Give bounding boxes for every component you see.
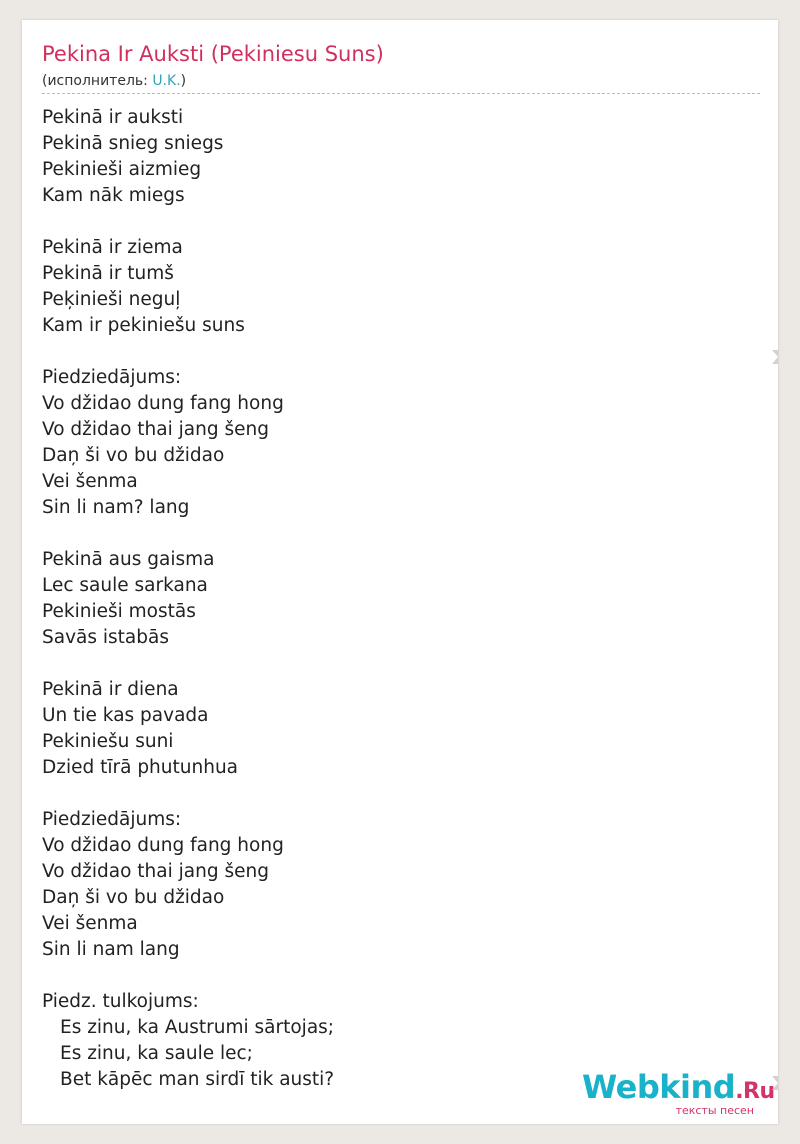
lyric-line: Pekinā snieg sniegs bbox=[42, 133, 224, 154]
lyric-blank-line bbox=[42, 781, 742, 807]
lyric-line: Vo džidao thai jang šeng bbox=[42, 419, 269, 440]
lyric-line: Kam nāk miegs bbox=[42, 185, 185, 206]
lyric-line: Pekinā ir tumš bbox=[42, 263, 174, 284]
lyric-line: Sin li nam lang bbox=[42, 939, 180, 960]
lyric-line: Pekinieši aizmieg bbox=[42, 159, 202, 180]
page-fold-mark bbox=[772, 1076, 778, 1090]
logo-wordmark bbox=[582, 1068, 775, 1106]
lyric-line: Es zinu, ka saule lec; bbox=[60, 1043, 253, 1064]
lyrics-body bbox=[42, 105, 742, 1093]
lyric-blank-line bbox=[42, 651, 742, 677]
lyric-blank-line bbox=[42, 963, 742, 989]
logo-tagline: тексты песен bbox=[675, 1104, 754, 1117]
lyric-line: Pekinā ir auksti bbox=[42, 107, 184, 128]
lyric-line: Piedziedājums: bbox=[42, 809, 182, 830]
logo-main-text: Webkind bbox=[582, 1068, 736, 1106]
byline-prefix: (исполнитель: bbox=[42, 73, 153, 89]
lyric-line: Sin li nam? lang bbox=[42, 497, 190, 518]
lyric-blank-line bbox=[42, 339, 742, 365]
lyric-line: Pekinā ir diena bbox=[42, 679, 179, 700]
artist-link[interactable]: U.K. bbox=[152, 73, 181, 89]
lyric-blank-line bbox=[42, 521, 742, 547]
lyric-line: Savās istabās bbox=[42, 627, 169, 648]
lyric-line: Daņ ši vo bu džidao bbox=[42, 445, 225, 466]
lyric-line: Vo džidao dung fang hong bbox=[42, 393, 284, 414]
lyric-line: Pekinā ir ziema bbox=[42, 237, 183, 258]
song-title: Pekina Ir Auksti (Pekiniesu Suns) bbox=[42, 42, 384, 66]
lyric-line: Vei šenma bbox=[42, 471, 138, 492]
lyrics-page bbox=[22, 20, 778, 1124]
lyric-line: Bet kāpēc man sirdī tik austi? bbox=[60, 1069, 335, 1090]
byline-suffix: ) bbox=[180, 73, 187, 89]
logo-suffix: .Ru bbox=[735, 1079, 775, 1104]
lyric-line: Piedz. tulkojums: bbox=[42, 991, 199, 1012]
site-logo[interactable] bbox=[582, 1068, 775, 1117]
lyric-line: Piedziedājums: bbox=[42, 367, 182, 388]
lyric-line: Vo džidao dung fang hong bbox=[42, 835, 284, 856]
lyric-line: Dzied tīrā phutunhua bbox=[42, 757, 239, 778]
lyric-line: Vo džidao thai jang šeng bbox=[42, 861, 269, 882]
lyric-line: Lec saule sarkana bbox=[42, 575, 208, 596]
lyric-blank-line bbox=[42, 209, 742, 235]
lyric-line: Un tie kas pavada bbox=[42, 705, 209, 726]
lyric-line: Es zinu, ka Austrumi sārtojas; bbox=[60, 1017, 335, 1038]
lyric-line: Kam ir pekiniešu suns bbox=[42, 315, 245, 336]
lyric-line: Peķinieši neguļ bbox=[42, 289, 181, 310]
lyric-line: Daņ ši vo bu džidao bbox=[42, 887, 225, 908]
artist-byline bbox=[42, 73, 186, 89]
lyric-line: Vei šenma bbox=[42, 913, 138, 934]
lyric-line: Pekiniešu suni bbox=[42, 731, 174, 752]
lyric-line: Pekinieši mostās bbox=[42, 601, 196, 622]
title-divider bbox=[42, 93, 760, 94]
page-fold-mark bbox=[772, 350, 778, 364]
lyric-line: Pekinā aus gaisma bbox=[42, 549, 215, 570]
